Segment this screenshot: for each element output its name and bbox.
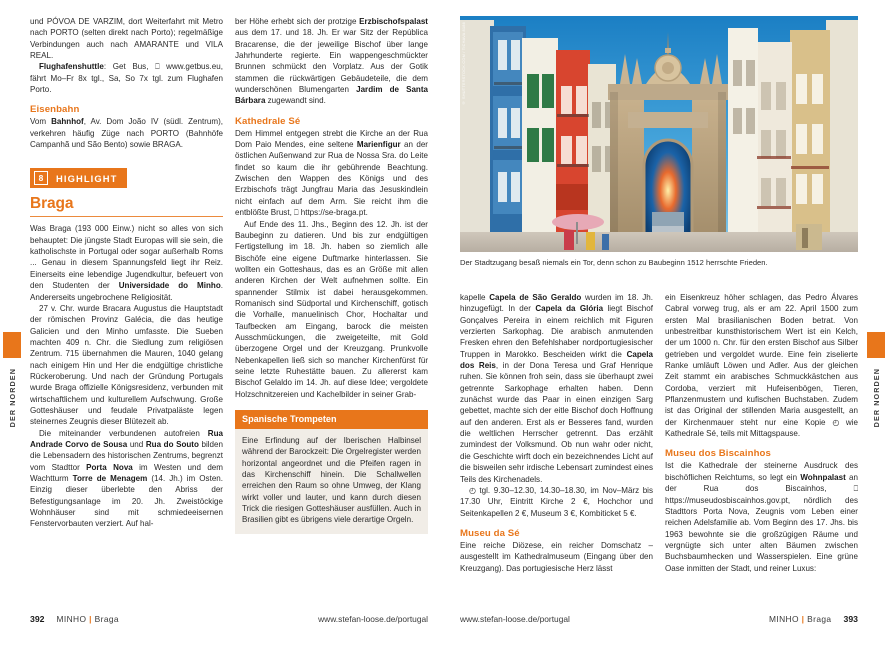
footer-url[interactable]: www.stefan-loose.de/portugal <box>460 614 570 624</box>
computer-icon: ⎕ <box>853 484 858 494</box>
intro-rest: . Andererseits ungebrochene Religiosität. <box>30 281 223 302</box>
museum-se-paragraph: Eine reiche Diözese, ein reicher Domschatz – ausgestellt im Kathedralmuseum (Eingang über den Kreuzgang). Das portugiesische Herz lässt <box>460 540 653 573</box>
chapel-mid2: liegt Bischof Gonçalves Pereira in einem reichlich mit Figuren verzierten Sarkophag. Die arabisch anmutenden Fresken ehren den Befehlshaber nordportugiesischer Truppen in Marokko. Bescheiden wirkt die <box>460 304 653 359</box>
streets-mid2: bilden die Lebensadern des historischen Zentrums, begrenzt vom Stadttor <box>30 439 223 472</box>
figure-caption: Der Stadtzugang besaß niemals ein Tor, denn schon zu Baubeginn 1512 herrschte Frieden. <box>460 258 768 267</box>
clock-icon: ◴ <box>832 417 840 427</box>
streets-end: (14. Jh.) im Osten. Einzig dieser überlebte den Abriss der Befestigungsanlage im 20. Jh. Zweistöckige Wohnhäuser sind mit schmiedeeisernen Fenstervorbauten verziert. Auf hal- <box>30 474 224 529</box>
section-tab-label: DER NORDEN <box>7 368 17 428</box>
streets-pre: Die miteinander verbundenen autofreien <box>39 428 208 438</box>
landmark-marienfigur: Marienfigur <box>356 140 401 150</box>
left-page-columns <box>30 16 428 534</box>
infobox-body <box>235 429 428 534</box>
bus-continuation-text: und PÓVOA DE VARZIM, dort Weiterfahrt mit Metro nach PORTO (selten direkt nach Porto); regelmäßige Verbindungen auch nach AMARANTE und VILA REAL. <box>30 17 223 61</box>
left-column-2 <box>235 16 428 534</box>
airport-shuttle-label: Flughafenshuttle <box>39 62 104 72</box>
cathedral-url[interactable]: https://se-braga.pt <box>300 208 366 218</box>
cross-text: ein Eisenkreuz höher schlagen, das Pedro Álvares Cabral vorweg trug, als er am 22. April 1500 zum ersten Mal brasilianischen Boden betrat. Von unbestreitbar kunsthistorischem Wert ist ein Kelch, der um 1000 n. Chr. für den ersten Bischof aus Silber getrieben und vergoldet wurde. Eine fein ziselierte Ranke umläuft Löwen und Adler. Aus der gleichen Zeit stammt ein arabisches Schmuckkästchen aus Cordoba, verziert mit Hufeisenbögen, Tieren, Pflanzenmustern und kufischen Buchstaben. Zudem ist das Original der stillenden Maria ausgestellt, an der Kirchenmauer steht nur eine Kopie <box>665 293 858 427</box>
computer-icon: ⎕ <box>294 208 299 218</box>
rail-text: , Av. Dom João IV (südl. Zentrum), verkehren häufig Züge nach PORTO (Bahnhöfe Campanhã und São Bento) sowie BRAGA. <box>30 117 224 150</box>
history-paragraph: 27 v. Chr. wurde Bracara Augustus die Hauptstadt der römischen Provinz Galécia, die das heutige Galicien und den Minho umfasste. Die Sueben machten 409 n. Chr. die Siedlung zum religiösen Zentrum. 715 übernahmen die Mauren, 1040 gelang nach einigem Hin und Her die endgültige christliche Rückeroberung. Und nach der Gründung Portugals wurde Braga offizielle Königsresidenz, verbunden mit wirtschaftlichem und kulturellem Aufschwung. Große Gotteshäuser und feudale Privatpaläste legen steinernes Zeugnis dieser Blütezeit ab. <box>30 303 223 427</box>
palace-end: zugewandt sind. <box>265 96 326 106</box>
highlight-label: HIGHLIGHT <box>56 172 118 184</box>
breadcrumb-sub: Braga <box>94 614 119 624</box>
cathedral-pre: Dem Himmel entgegen strebt die Kirche an der Rua Dom Paio Mendes, eine seltene <box>235 128 428 150</box>
rail-pre: Vom <box>30 117 52 127</box>
airport-shuttle-url[interactable]: www.getbus.eu <box>166 62 221 72</box>
biscainhos-pre: Ist die Kathedrale der steinerne Ausdruck des bischöflichen Reichtums, so legt ein <box>665 461 858 482</box>
palace-paragraph <box>235 16 428 107</box>
page-title: Braga <box>30 195 74 213</box>
cathedral-paragraph-2: Auf Ende des 11. Jhs., Beginn des 12. Jh. ist der Baubeginn zu datieren. Und bis zur endgültigen Fertigstellung im 18. Jh. haben so ziemlich alle Bischöfe eine eigene Duftmarke hinterlassen. Sie wollten ein Gotteshaus, das es an Größe mit allen anderen Kirchen der Welt aufnehmen sollte. Ein spannender Stilmix ist dabei herausgekommen. Romanisch sind Südportal und Kirchenschiff, gotisch die Vorhalle, manuelinisch Chor, Hochaltar und Taufbecken am Eingang, barock die meisten Ausschmückungen, die zweigeteilte, mit Gold überzogene Orgel und der Kreuzgang. Prunkvolle Nebenkapellen ließ sich so mancher Kirchenfürst für seine letzte Ruhestätte bauen. Zu allererst kam Bischof Gelaldo im 14. Jh. auf diese Idee; vergoldete Holzschnitzereien und Kachelbilder in seiner Grab- <box>235 219 428 399</box>
footer-url[interactable]: www.stefan-loose.de/portugal <box>318 614 428 624</box>
right-page <box>444 0 888 648</box>
landmark-porta-nova: Porta Nova <box>86 462 133 472</box>
clock-icon: ◴ <box>469 485 476 495</box>
landmark-capela-da-gloria: Capela da Glória <box>535 304 604 314</box>
photo-braga-arco-da-porta-nova <box>460 16 858 252</box>
left-column-1 <box>30 16 223 534</box>
palace-text: aus dem 17. und 18. Jh. Er war Sitz der República Bracarense, die der jeweilige Bischof über lange Jahrhunderte regierte. Ein wappengeschmückter Brunnen schmückt den Vorplatz. Aus der Gotik stammen die rückwärtigen Gebäudeteile, die dem wunderschönen Blumengarten <box>235 28 428 95</box>
chapel-end: , in der Dona Teresa und Graf Henrique ruhen. Sie können froh sein, dass sie überhaupt zwei getrennte Sarkophage erhalten haben. Denn zunächst wurde das Paar in einen einzigen Sarg gebettet, machte sich der eitle Bischof doch Hoffnung auf den anderen. Erst als er Besseres fand, wurden die weltlichen Herrscher getrennt. Das erzählt zumindest der Volksmund. Ob nun wahr oder nicht, die Geschichte wirft doch ein bezeichnendes Licht auf die bisweilen sehr irdische Lebensart zumindest eines Teils des Kirchenadels. <box>460 361 653 484</box>
chapel-mid1: wurden im 18. Jh. hinzugefügt. In der <box>460 293 653 314</box>
cathedral-paragraph-1 <box>235 128 428 219</box>
right-column-2 <box>665 292 858 574</box>
right-page-columns <box>460 292 858 574</box>
chapel-paragraph <box>460 292 653 485</box>
heading-kathedrale-se: Kathedrale Sé <box>235 115 301 127</box>
figure-braga-arch <box>460 16 858 268</box>
streets-paragraph <box>30 428 223 530</box>
breadcrumb-separator: | <box>801 614 805 624</box>
footer-right-group <box>769 614 858 624</box>
photo-illustration <box>460 16 858 252</box>
section-color-swatch <box>3 332 21 358</box>
infobox-spanische-trompeten <box>235 410 428 534</box>
cross-paragraph <box>665 292 858 439</box>
page-number: 392 <box>30 614 45 624</box>
biscainhos-url[interactable]: https://museudosbiscainhos.gov.pt <box>665 495 788 505</box>
breadcrumb-main: MINHO <box>56 614 87 624</box>
breadcrumb <box>769 614 832 624</box>
rail-paragraph <box>30 116 223 150</box>
opening-hours-text: tgl. 9.30–12.30, 14.30–18.30, im Nov–März bis 17.30 Uhr, Eintritt Kirche 2 €, Hochchor und Seitenkapellen 2 €, Museum 3 €, Kombiticket 5 €. <box>460 485 653 518</box>
airport-shuttle-rest: , fährt Mo–Fr 8x tgl., Sa, So 7x tgl. zum Flughafen Porto. <box>30 62 223 95</box>
computer-icon: ⎕ <box>155 62 160 72</box>
rail-station-bold: Bahnhof <box>51 117 84 127</box>
photo-credit: © SHUTTERSTOCK.COM / TICHAVA 8186 <box>461 22 466 106</box>
infobox-text: Eine Erfindung auf der Iberischen Halbinsel während der Barockzeit: Die Orgelregister werden horizontal angeordnet und die Pfeifen ragen in das Kirchenschiff hinein. Die Schallwellen erreichen den Raum so ohne Umweg, der Klang wirkt voller und lauter, und kann durch diesen Trick die riesigen Gotteshäuser ausfüllen. Auch in Brasilien gibt es übrigens viele derartige Orgeln. <box>242 436 421 525</box>
heading-eisenbahn: Eisenbahn <box>30 104 80 116</box>
highlight-number: 8 <box>34 171 48 185</box>
cathedral-end: . <box>365 208 368 218</box>
street-rua-do-souto: Rua do Souto <box>145 439 199 449</box>
street-rua-andrade: Rua Andrade Corvo de Sousa <box>30 428 223 449</box>
cathedral-mid: an der östlichen Außenwand zur Rua de Nossa Sra. do Leite findet so kaum die ihr gebührende Beachtung. Zwischen den Wappen des Königs und des Erzbischofs trägt Jungfrau Maria das Jesuskindlein nicht einfach auf dem Arm. Sie reicht ihm die entblößte Brust, <box>235 140 428 218</box>
page-number: 393 <box>843 614 858 624</box>
intro-text: Was Braga (193 000 Einw.) nicht so alles von sich behauptet: Die jüngste Stadt Europas will sie sein, die katholischste in Portugal oder sogar außerhalb Roms ... Genau in diesem Spannungsfeld liegt ihr Reiz. Einerseits eine lebendige Jugendkultur, befeuert von den Studenten der <box>30 224 223 291</box>
airport-shuttle-paragraph <box>30 61 223 95</box>
streets-mid1: und <box>127 439 146 449</box>
opening-hours-paragraph <box>460 485 653 519</box>
breadcrumb-sub: Braga <box>807 614 832 624</box>
streets-mid3: im Westen und dem Wachtturm <box>30 462 223 483</box>
bus-continuation-paragraph <box>30 16 223 61</box>
right-column-1 <box>460 292 653 574</box>
breadcrumb-main: MINHO <box>769 614 799 624</box>
landmark-jardim-santa-barbara: Jardim de Santa Bárbara <box>235 85 428 106</box>
title-rule <box>30 216 223 217</box>
landmark-wohnpalast: Wohnpalast <box>800 472 846 482</box>
landmark-capela-sao-geraldo: Capela de São Geraldo <box>489 293 582 302</box>
cross-end: wie Kathedrale Sé, teils mit Mittagspause. <box>665 417 859 439</box>
university-bold: Universidade do Minho <box>118 281 221 291</box>
left-page-footer <box>30 614 428 624</box>
palace-pre: ber Höhe erhebt sich der protzige <box>235 17 360 26</box>
landmark-erzbischofspalast: Erzbischofspalast <box>359 17 428 26</box>
airport-shuttle-text: : Get Bus, <box>103 62 156 72</box>
intro-paragraph <box>30 223 223 302</box>
section-tab-right <box>866 332 886 582</box>
section-tab-label: DER NORDEN <box>871 368 881 428</box>
biscainhos-mid: an der Rua dos Biscainhos, <box>665 472 858 494</box>
breadcrumb-separator: | <box>89 614 92 624</box>
chapel-pre: kapelle <box>460 293 490 302</box>
biscainhos-paragraph <box>665 460 858 573</box>
infobox-title: Spanische Trompeten <box>235 410 428 429</box>
biscainhos-end: , nördlich des Stadttors Porta Nova, Zeugnis vom Leben einer reichen Adelsfamilie ab. Vom Beginn des 17. Jhs. bis 1963 bewohnte sie die großzügigen Räume und vergnügte sich unter alten Bäumen zwischen Buchsbaumhecken und Wasserspielen. Eine grüne Oase inmitten der Stadt, und reiner Luxus: <box>665 495 858 573</box>
highlight-badge <box>30 168 127 188</box>
section-color-swatch <box>867 332 885 358</box>
landmark-capela-dos-reis: Capela dos Reis <box>460 349 653 371</box>
breadcrumb <box>57 614 120 624</box>
right-page-footer <box>460 614 858 624</box>
heading-museu-da-se: Museu da Sé <box>460 527 520 539</box>
landmark-torre-de-menagem: Torre de Menagem <box>72 474 148 483</box>
footer-left-group <box>30 614 119 624</box>
section-tab-left <box>2 332 22 582</box>
heading-museu-dos-biscainhos: Museu dos Biscainhos <box>665 448 771 460</box>
